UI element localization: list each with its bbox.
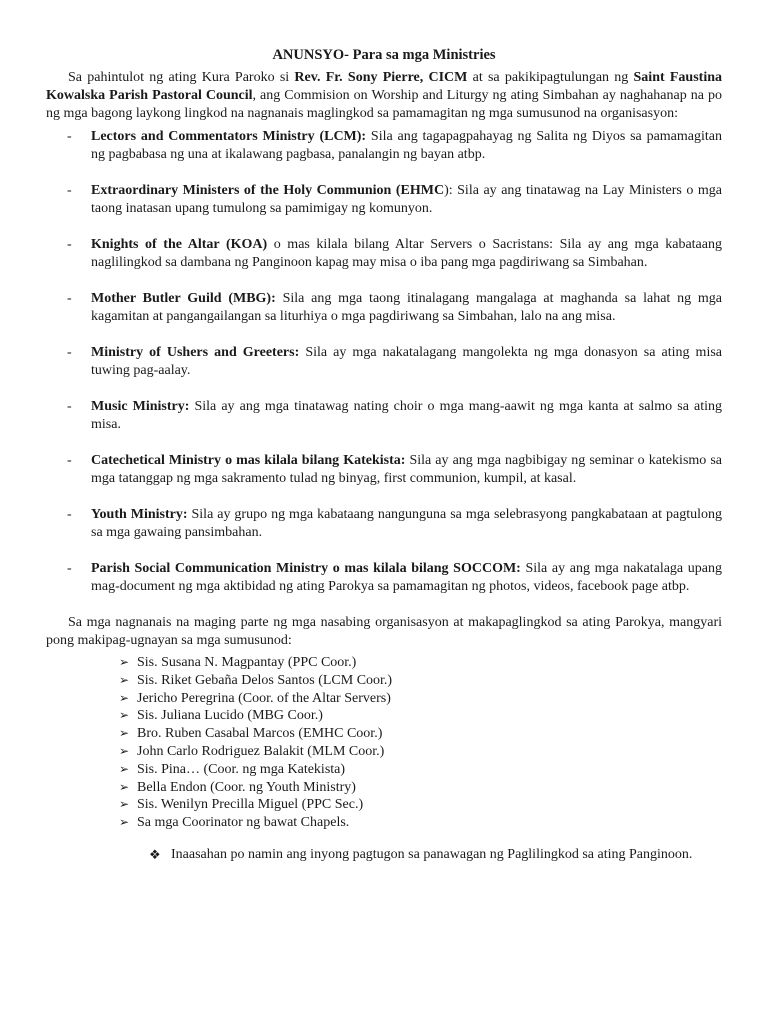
ministry-list	[46, 128, 722, 596]
arrow-bullet-icon: ➢	[119, 726, 130, 741]
ministry-desc: Sila ay grupo ng mga kabataang nangunguna sa mga selebrasyong pangkabataan at pagtulong sa mga gawaing pansimbahan.	[91, 507, 722, 540]
dash-bullet: -	[67, 291, 72, 306]
ministry-item	[46, 182, 722, 218]
contact-item: ➢ Jericho Peregrina (Coor. of the Altar Servers)	[119, 690, 391, 706]
arrow-bullet-icon: ➢	[119, 672, 130, 687]
dash-bullet: -	[67, 453, 72, 468]
contact-item: ➢ Sis. Pina… (Coor. ng mga Katekista)	[119, 761, 346, 777]
arrow-bullet-icon: ➢	[119, 743, 130, 758]
arrow-bullet-icon: ➢	[119, 655, 130, 669]
dash-bullet: -	[67, 345, 72, 360]
contact-item: ➢ Bro. Ruben Casabal Marcos (EMHC Coor.)	[119, 726, 383, 742]
ministry-desc: o mas kilala bilang Altar Servers o Sacristans: Sila ay ang mga kabataang naglilingkod sa dambana ng Panginoon kapag may misa o iba pang mga pagdiriwang sa Simbahan.	[91, 237, 722, 270]
contact-item: ➢ Sa mga Coorinator ng bawat Chapels.	[119, 815, 350, 831]
ministry-item	[46, 290, 722, 326]
arrow-bullet-icon: ➢	[119, 815, 130, 830]
ministry-desc: ): Sila ay ang tinatawag na Lay Ministers o mga taong inatasan upang tumulong sa pamimigay ng komunyon.	[91, 183, 722, 216]
ministry-name: Music Ministry:	[91, 399, 190, 414]
ministry-item	[46, 560, 722, 596]
diamond-bullet-icon: ❖	[149, 846, 161, 862]
dash-bullet: -	[67, 237, 72, 252]
ministry-name: Catechetical Ministry o mas kilala bilang Katekista:	[91, 453, 406, 468]
intro-paragraph: Sa pahintulot ng ating Kura Paroko si Rev. Fr. Sony Pierre, CICM at sa pakikipagtulungan ng Saint Faustina Kowalska Parish Pastoral Council, ang Commision on Worship and Liturgy ng ating Simbahan ay naghahanap na po ng mga bagong laykong lingkod na nagnanais maglingkod sa pamamagitan ng mga sumusunod na organisasyon:	[46, 70, 722, 121]
arrow-bullet-icon: ➢	[119, 779, 130, 794]
ministry-name: Extraordinary Ministers of the Holy Communion (EHMC	[91, 183, 445, 198]
ministry-item	[46, 398, 722, 434]
dash-bullet: -	[67, 399, 72, 414]
dash-bullet: -	[67, 561, 72, 576]
ministry-desc: Sila ay mga nakatalagang mangolekta ng mga donasyon sa ating misa tuwing pag-aalay.	[91, 345, 722, 378]
contact-item: ➢ Sis. Juliana Lucido (MBG Coor.)	[119, 708, 323, 724]
ministry-item	[46, 344, 722, 380]
ministry-desc: Sila ang tagapagpahayag ng Salita ng Diyos sa pamamagitan ng pagbabasa ng una at ikalawang pagbasa, panalangin ng bayan atbp.	[91, 129, 722, 162]
ministry-name: Parish Social Communication Ministry o mas kilala bilang SOCCOM:	[91, 561, 521, 576]
ministry-desc: Sila ay ang mga nagbibigay ng seminar o katekismo sa mga tatanggap ng mga sakramento tulad ng binyag, first communion, kumpil, at kasal.	[91, 453, 723, 486]
contact-list	[46, 654, 722, 832]
ministry-item	[46, 452, 722, 488]
arrow-bullet-icon: ➢	[119, 761, 130, 776]
contact-item: ➢ Sis. Susana N. Magpantay (PPC Coor.)	[119, 655, 357, 670]
council-name: Saint Faustina Kowalska Parish Pastoral Council	[46, 70, 722, 103]
ministry-item	[46, 128, 722, 164]
ministry-item	[46, 236, 722, 272]
arrow-bullet-icon: ➢	[119, 690, 130, 705]
ministry-desc: Sila ay ang mga tinatawag nating choir o mga mang-aawit ng mga kanta at salmo sa ating misa.	[91, 399, 722, 432]
contact-item: ➢ John Carlo Rodriguez Balakit (MLM Coor.)	[119, 743, 385, 759]
dash-bullet: -	[67, 183, 72, 198]
ministry-name: Knights of the Altar (KOA)	[91, 237, 268, 252]
ministry-desc: Sila ay ang mga nakatalaga upang mag-document ng mga aktibidad ng ating Parokya sa pamamagitan ng photos, videos, facebook page atbp.	[91, 561, 722, 594]
dash-bullet: -	[67, 507, 72, 522]
arrow-bullet-icon: ➢	[119, 708, 130, 723]
ministry-name: Ministry of Ushers and Greeters:	[91, 345, 300, 360]
contact-item: ➢ Sis. Wenilyn Precilla Miguel (PPC Sec.)	[119, 797, 364, 813]
ministry-name: Mother Butler Guild (MBG):	[91, 291, 276, 306]
contact-item: ➢ Sis. Riket Gebaña Delos Santos (LCM Coor.)	[119, 672, 393, 688]
ministry-item	[46, 506, 722, 542]
contact-item: ➢ Bella Endon (Coor. ng Youth Ministry)	[119, 779, 356, 795]
ministry-name: Youth Ministry:	[91, 507, 188, 522]
page-title: ANUNSYO- Para sa mga Ministries	[272, 47, 496, 63]
final-note: ❖ Inaasahan po namin ang inyong pagtugon sa panawagan ng Paglilingkod sa ating Panginoon.	[149, 846, 693, 862]
dash-bullet: -	[67, 129, 72, 144]
closing-paragraph: Sa mga nagnanais na maging parte ng mga nasabing organisasyon at makapaglingkod sa ating Parokya, mangyari pong makipag-ugnayan sa mga sumusunod:	[46, 615, 722, 648]
ministry-name: Lectors and Commentators Ministry (LCM):	[91, 129, 367, 144]
arrow-bullet-icon: ➢	[119, 797, 130, 812]
parish-priest-name: Rev. Fr. Sony Pierre, CICM	[294, 70, 468, 85]
ministry-desc: Sila ang mga taong itinalagang mangalaga at maghanda sa lahat ng mga kagamitan at pangangailangan sa liturhiya o mga pagdiriwang sa Simbahan, lalo na ang misa.	[91, 291, 722, 324]
